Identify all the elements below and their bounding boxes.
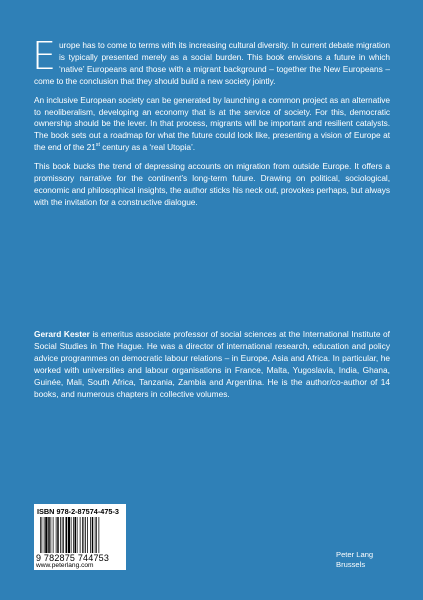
- blurb-paragraph-3: This book bucks the trend of depressing accounts on migration from outside Europe. It offers a promissory narrative for the continent’s long-term future. Drawing on political, sociological, economic and philosophical insights, the author sticks his neck out, provokes perhaps, but always with the invitation for a constructive dialogue.: [34, 161, 390, 207]
- barcode-bar: [62, 517, 63, 553]
- barcode-bar: [80, 517, 81, 553]
- barcode-bar: [68, 517, 70, 553]
- barcode-bar: [51, 517, 52, 553]
- barcode-bar: [44, 517, 45, 553]
- barcode-bar: [92, 517, 94, 553]
- barcode-bar: [66, 517, 68, 553]
- publisher-name: Peter Lang: [336, 550, 374, 559]
- barcode-bar: [45, 517, 47, 553]
- barcode-digits: 9 782875 744753: [36, 553, 110, 563]
- isbn-label: ISBN 978-2-87574-475-3: [37, 507, 119, 516]
- blurb-paragraph-1-text: urope has to come to terms with its increasing cultural diversity. In current debate migration is typically presented merely as a social burden. This book envisions a future in which ‘native’ Europeans and those with a migrant background – together the New Europeans – come to the conclusion that they should build a new society jointly.: [34, 40, 390, 86]
- author-bio: [34, 329, 390, 400]
- barcode-bar: [71, 517, 72, 553]
- blurb: [32, 34, 390, 216]
- barcode-bar: [53, 517, 54, 553]
- barcode-bar: [99, 517, 100, 553]
- barcode-bar: [56, 517, 57, 553]
- barcode-bar: [90, 517, 91, 553]
- barcode-bar: [85, 517, 86, 553]
- publisher-url: www.peterlang.com: [36, 562, 94, 569]
- publisher-city: Brussels: [336, 560, 366, 569]
- barcode-bar: [57, 517, 59, 553]
- barcode-bar: [82, 517, 83, 553]
- author-paragraph: [34, 329, 390, 400]
- barcode-bar: [96, 517, 97, 553]
- barcode-bar: [77, 517, 78, 553]
- blurb-paragraph-2: [34, 95, 390, 155]
- barcode-bar: [48, 517, 50, 553]
- blurb-paragraph-2-text-a: An inclusive European society can be generated by launching a common project as an alternative to neoliberalism, developing an economy that is at the service of society. For this, democratic ownership should be the lever. In that process, migrants will be important and resilient catalysts. The book sets out a roadmap for what the future could look like, presenting a vision of Europe at the end of the 21: [34, 94, 390, 153]
- barcode-bar: [84, 517, 85, 553]
- drop-cap: E: [32, 34, 56, 78]
- author-bio-text: is emeritus associate professor of social sciences at the International Institute of Social Studies in The Hague. He was a director of international research, education and policy advice programmes on democratic labour relations – in Europe, Asia and Africa. In particular, he worked with universities and labour organisations in France, Malta, Yugoslavia, India, Ghana, Guinée, Mali, South Africa, Tanzania, Zambia and Argentina. He is the author/co-author of 14 books, and numerous chapters in collective volumes.: [34, 329, 390, 399]
- author-name: Gerard Kester: [34, 329, 90, 339]
- barcode-bar: [75, 517, 77, 553]
- barcode-panel: [34, 504, 126, 570]
- publisher-imprint: [336, 550, 373, 570]
- barcode-bars: [40, 517, 122, 555]
- barcode-bar: [95, 517, 96, 553]
- barcode-bar: [63, 517, 64, 553]
- barcode-bar: [60, 517, 61, 553]
- barcode-bar: [87, 517, 88, 553]
- barcode-bar: [42, 517, 43, 553]
- blurb-paragraph-1: [32, 34, 390, 88]
- ordinal-suffix: st: [95, 142, 100, 149]
- barcode-bar: [40, 517, 41, 553]
- blurb-paragraph-2-text-b: century as a ‘real Utopia’.: [99, 142, 196, 153]
- barcode-bar: [73, 517, 74, 553]
